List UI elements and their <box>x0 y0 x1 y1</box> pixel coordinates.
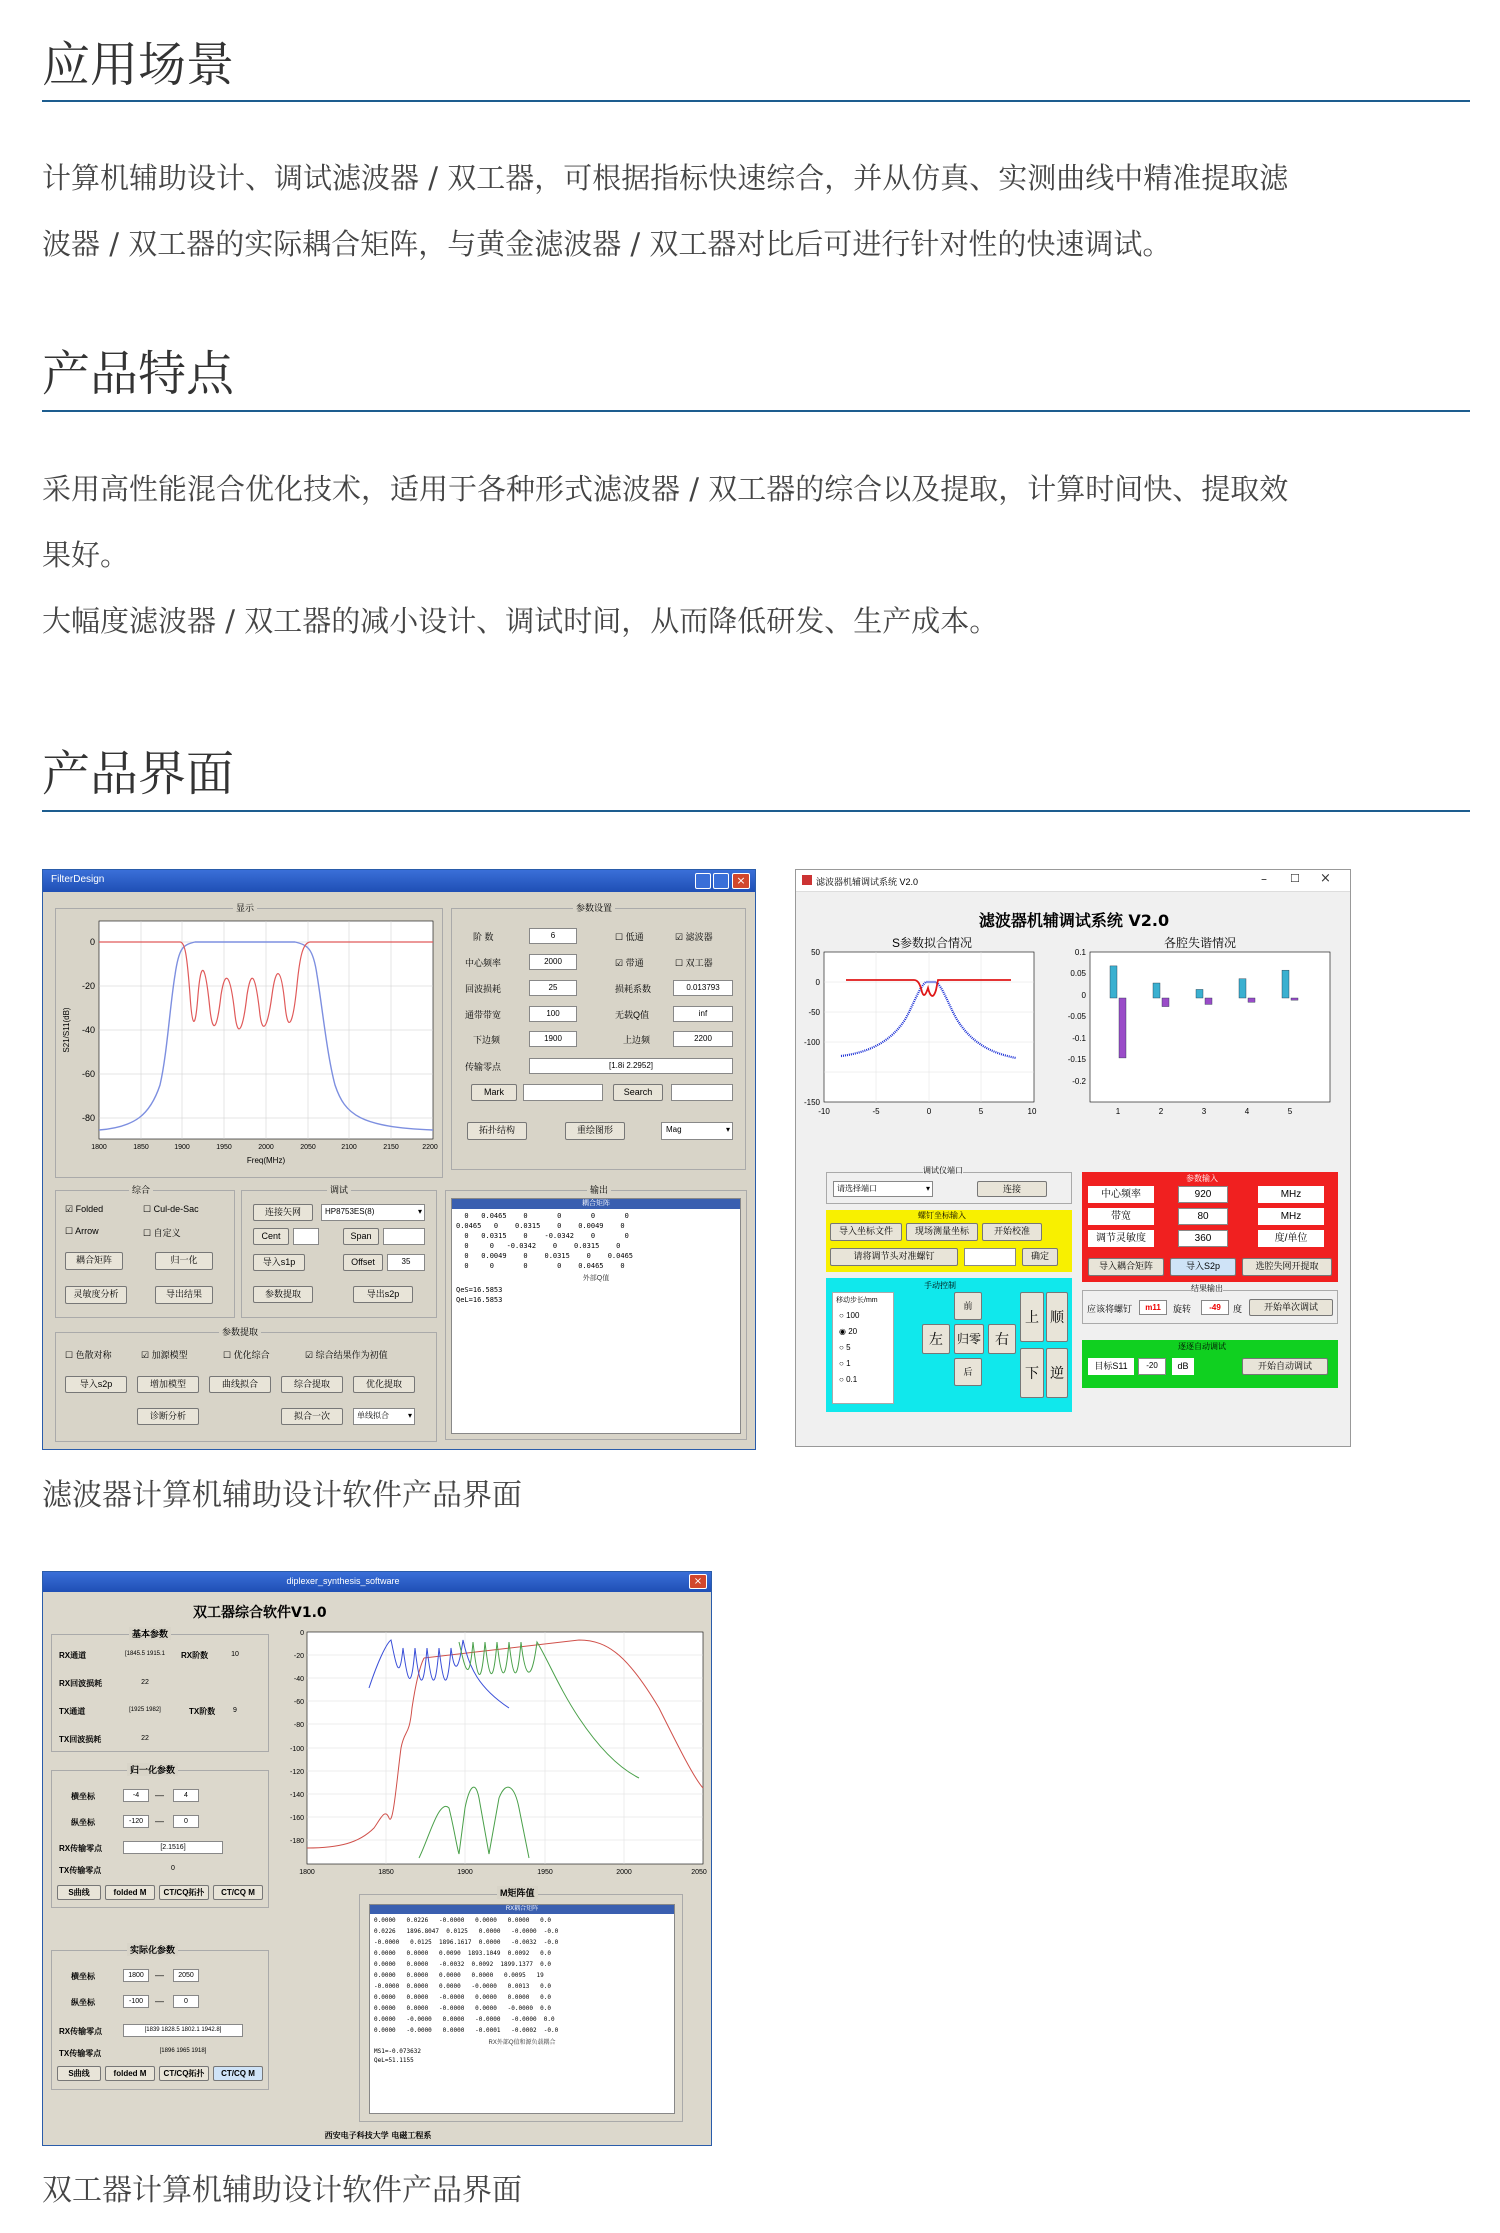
move-right-button[interactable]: 右 <box>988 1324 1016 1354</box>
cent-button[interactable]: Cent <box>253 1228 289 1245</box>
detune-bar <box>1205 998 1212 1004</box>
scenario-paragraph <box>42 145 1472 277</box>
window-titlebar <box>43 870 756 892</box>
y-tick: -80 <box>293 1722 304 1729</box>
result-screw-field: m11 <box>1139 1300 1167 1315</box>
chevron-down-icon: ▾ <box>925 1184 930 1193</box>
center-freq-field[interactable]: 920 <box>1178 1186 1228 1203</box>
rx-zero-real-field[interactable]: [1839 1828.5 1802.1 1942.8] <box>123 2024 243 2037</box>
norm-h-min[interactable]: -4 <box>123 1789 149 1802</box>
s-param-fit-plot <box>796 948 1046 1128</box>
sensitivity-field[interactable]: 360 <box>1178 1230 1228 1247</box>
y-tick: -0.15 <box>1067 1055 1086 1064</box>
real-h-min[interactable]: 1800 <box>123 1969 149 1982</box>
filterdesign-screenshot <box>42 869 756 1450</box>
search-button[interactable]: Search <box>613 1084 663 1101</box>
x-tick: 2150 <box>383 1144 399 1151</box>
replot-button[interactable]: 重绘图形 <box>565 1122 625 1140</box>
motion-panel-title: 手动控制 <box>924 1281 956 1290</box>
x-tick: 1950 <box>537 1869 553 1876</box>
maximize-button[interactable] <box>713 873 729 889</box>
param-label: 中心频率 <box>465 958 502 968</box>
diplexer-screenshot <box>42 1571 712 2146</box>
move-down-button[interactable]: 下 <box>1020 1348 1044 1398</box>
extract-panel-title: 参数提取 <box>219 1325 261 1338</box>
add-model-button[interactable]: 增加模型 <box>137 1376 199 1393</box>
y-tick: -150 <box>803 1098 820 1107</box>
caption-filter: 滤波器计算机辅助设计软件产品界面 <box>42 1478 522 1513</box>
opt-extract-button[interactable]: 优化提取 <box>353 1376 415 1393</box>
x-tick: 2 <box>1158 1107 1164 1116</box>
import-coord-button[interactable]: 导入坐标文件 <box>830 1223 902 1241</box>
step-radio-1[interactable]: ○ 1 <box>839 1359 851 1368</box>
x-tick: 3 <box>1201 1107 1207 1116</box>
auto-target-field[interactable]: -20 <box>1138 1358 1166 1375</box>
cavity-detune-plot <box>1058 948 1348 1128</box>
fit-mode-select[interactable]: 单线拟合 ▾ <box>353 1408 415 1425</box>
step-group <box>832 1292 894 1404</box>
check-arrow[interactable]: ☐ Arrow <box>65 1226 99 1236</box>
step-radio-5[interactable]: ○ 5 <box>839 1343 851 1352</box>
detune-bar <box>1196 989 1203 998</box>
folded-m-button[interactable]: folded M <box>105 1885 155 1900</box>
rx-zero-label: RX传输零点 <box>59 1844 103 1853</box>
start-calib-button[interactable]: 开始校准 <box>982 1223 1042 1241</box>
close-button[interactable]: × <box>1320 871 1331 886</box>
auto-debug-title: 逐逐自动调试 <box>1178 1342 1226 1351</box>
real-v-min[interactable]: -100 <box>123 1995 149 2008</box>
param-input-title: 参数输入 <box>1186 1174 1218 1183</box>
y-tick: -80 <box>81 1113 95 1123</box>
output-list[interactable] <box>451 1198 741 1434</box>
x-tick: 1850 <box>133 1144 149 1151</box>
dash: — <box>155 1790 164 1800</box>
unloaded-q-field[interactable]: inf <box>673 1006 733 1022</box>
basic-label: RX回波损耗 <box>59 1679 103 1688</box>
minimize-button[interactable] <box>695 873 711 889</box>
auto-unit: dB <box>1172 1358 1194 1375</box>
section-title-scenario: 应用场景 <box>42 37 235 93</box>
export-s2p-button[interactable]: 导出s2p <box>353 1286 413 1303</box>
section-divider <box>42 100 1470 102</box>
confirm-button[interactable]: 确定 <box>1022 1248 1058 1266</box>
real-params-title: 实际化参数 <box>127 1943 178 1956</box>
output-q: QeS=16.5853 QeL=16.5853 <box>456 1286 503 1304</box>
home-button[interactable]: 归零 <box>954 1324 984 1354</box>
span-button[interactable]: Span <box>343 1228 379 1245</box>
dash: — <box>155 1970 164 1980</box>
x-tick: 5 <box>1287 1107 1293 1116</box>
port-select[interactable]: 请选择端口 ▾ <box>833 1181 933 1197</box>
x-tick: 2050 <box>300 1144 316 1151</box>
step-radio-20[interactable]: ◉ 20 <box>839 1327 858 1336</box>
y-tick: 0 <box>89 937 95 947</box>
bandwidth-field[interactable]: 80 <box>1178 1208 1228 1225</box>
x-tick: 1 <box>1115 1107 1121 1116</box>
rx-order-field[interactable]: 10 <box>215 1648 255 1662</box>
param-label: 回波损耗 <box>465 984 502 994</box>
y-tick: -40 <box>81 1025 95 1035</box>
section-title-features: 产品特点 <box>42 346 235 402</box>
synth-panel-title: 综合 <box>129 1183 153 1196</box>
step-radio-100[interactable]: ○ 100 <box>839 1311 860 1320</box>
plot2-title: 各腔失谐情况 <box>1164 936 1237 950</box>
offset-field[interactable]: 35 <box>387 1254 425 1271</box>
close-button[interactable]: × <box>689 1574 707 1589</box>
tx-zero-real-field[interactable]: [1896 1965 1918] <box>123 2046 243 2059</box>
x-tick: 2100 <box>341 1144 357 1151</box>
matrix-header: RX耦合矩阵 <box>370 1905 674 1914</box>
connect-vna-button[interactable]: 连接矢网 <box>253 1204 313 1221</box>
x-tick: 2050 <box>691 1869 707 1876</box>
info-label: 调节灵敏度 <box>1088 1230 1154 1247</box>
y-tick: 0 <box>815 978 820 987</box>
tx-channel-field[interactable]: [1925 1982] <box>113 1704 177 1718</box>
param-label: 上边频 <box>623 1035 651 1045</box>
detune-bar <box>1239 979 1246 998</box>
x-tick: 1950 <box>216 1144 232 1151</box>
param-center-freq-field[interactable]: 2000 <box>529 954 577 970</box>
param-extract-button[interactable]: 参数提取 <box>253 1286 313 1303</box>
output-matrix: 0 0.0465 0 0 0 0 0.0465 0 0.0315 0 0.0049 0 0 0.0315 0 -0.0342 0 0 0 0 -0.0342 0 0.0315 0 0 0.0049 0 0.0315 0 0.0465 0 0 0 0 0.0465 0 <box>456 1212 634 1270</box>
output-panel-title: 输出 <box>587 1183 611 1196</box>
basic-params-title: 基本参数 <box>129 1627 171 1640</box>
move-up-button[interactable]: 上 <box>1020 1292 1044 1342</box>
x-tick: 1800 <box>91 1144 107 1151</box>
dash: — <box>155 1996 164 2006</box>
fit-once-button[interactable]: 拟合一次 <box>281 1408 343 1425</box>
result-panel <box>1082 1284 1338 1324</box>
info-label: 中心频率 <box>1088 1186 1154 1203</box>
port-panel <box>826 1166 1072 1204</box>
coord-panel-title: 螺钉坐标输入 <box>918 1211 966 1220</box>
detune-bar <box>1248 998 1255 1002</box>
caption-diplexer: 双工器计算机辅助设计软件产品界面 <box>42 2173 522 2208</box>
diagnose-button[interactable]: 诊断分析 <box>137 1408 199 1425</box>
norm-params-title: 归一化参数 <box>127 1763 178 1776</box>
y-tick: -60 <box>293 1699 304 1706</box>
param-input-panel <box>1082 1172 1338 1282</box>
result-text: 应该将螺钉 <box>1087 1304 1133 1314</box>
tx-return-loss-field[interactable]: 22 <box>113 1732 177 1746</box>
window-title: 滤波器机辅调试系统 V2.0 <box>816 877 919 887</box>
scenario-line-2: 波器 / 双工器的实际耦合矩阵，与黄金滤波器 / 双工器对比后可进行针对性的快速调试。 <box>42 227 1172 261</box>
x-tick: 1900 <box>174 1144 190 1151</box>
close-button[interactable]: × <box>732 873 750 889</box>
tx-order-field[interactable]: 9 <box>215 1704 255 1718</box>
scenario-line-1: 计算机辅助设计、调试滤波器 / 双工器，可根据指标快速综合，并从仿真、实测曲线中精准提取滤 <box>42 161 1289 195</box>
rx-zero-label: RX传输零点 <box>59 2027 103 2036</box>
app-icon <box>802 875 812 885</box>
ctcq-m-button[interactable]: CT/CQ M <box>213 2066 263 2081</box>
x-axis-label: Freq(MHz) <box>246 1156 286 1165</box>
mark-field[interactable] <box>523 1084 603 1101</box>
y-tick: 0 <box>300 1630 304 1637</box>
x-tick: 1850 <box>378 1869 394 1876</box>
align-hint-button[interactable]: 请将调节头对准螺钉 <box>830 1248 958 1266</box>
norm-v-max[interactable]: 0 <box>173 1815 199 1828</box>
filter-response-plot <box>55 915 443 1170</box>
chevron-down-icon: ▾ <box>407 1411 412 1420</box>
info-unit: MHz <box>1258 1208 1324 1225</box>
coord-panel <box>826 1210 1072 1272</box>
topology-button[interactable]: 拓扑结构 <box>467 1122 527 1140</box>
import-s1p-button[interactable]: 导入s1p <box>253 1254 305 1271</box>
detune-bar <box>1282 970 1289 998</box>
y-tick: -0.2 <box>1072 1077 1086 1086</box>
check-folded[interactable]: ☑ Folded <box>65 1204 104 1214</box>
minimize-button[interactable]: – <box>1261 872 1267 886</box>
synth-extract-button[interactable]: 综合提取 <box>281 1376 343 1393</box>
param-order-field[interactable]: 6 <box>529 928 577 944</box>
rx-zero-field[interactable]: [2.1516] <box>123 1841 223 1854</box>
x-tick: 5 <box>978 1107 984 1116</box>
plot1-title: S参数拟合情况 <box>892 936 973 950</box>
rotate-cw-button[interactable]: 顺 <box>1046 1292 1068 1342</box>
section-divider <box>42 810 1470 812</box>
import-matrix-button[interactable]: 导入耦合矩阵 <box>1088 1258 1164 1276</box>
info-label: 带宽 <box>1088 1208 1154 1225</box>
y-tick: -180 <box>289 1838 304 1845</box>
norm-h-max[interactable]: 4 <box>173 1789 199 1802</box>
features-line-2: 果好。 <box>42 538 130 572</box>
ctcq-topo-button[interactable]: CT/CQ拓扑 <box>159 1885 209 1900</box>
detune-bar <box>1110 966 1117 998</box>
zeros-label: 传输零点 <box>465 1062 502 1072</box>
params-panel-title: 参数设置 <box>573 901 615 914</box>
norm-v-min[interactable]: -120 <box>123 1815 149 1828</box>
x-tick: 1900 <box>457 1869 473 1876</box>
y-tick: -50 <box>808 1008 820 1017</box>
param-lower-freq-field[interactable]: 1900 <box>529 1031 577 1047</box>
ctcq-m-button[interactable]: CT/CQ M <box>213 1885 263 1900</box>
y-tick: -120 <box>289 1769 304 1776</box>
matrix-panel-title: M矩阵值 <box>497 1886 538 1899</box>
detune-bar <box>1162 998 1169 1007</box>
y-tick: -100 <box>803 1038 820 1047</box>
check-lowpass[interactable]: ☐ 低通 <box>615 932 644 942</box>
x-tick: 4 <box>1244 1107 1250 1116</box>
real-v-max[interactable]: 0 <box>173 1995 199 2008</box>
y-tick: 0 <box>1081 991 1086 1000</box>
result-unit: 度 <box>1233 1304 1243 1314</box>
window-title: FilterDesign <box>51 874 105 885</box>
features-line-1: 采用高性能混合优化技术，适用于各种形式滤波器 / 双工器的综合以及提取，计算时间快、提取效 <box>42 472 1289 506</box>
sensitivity-button[interactable]: 灵敏度分析 <box>65 1286 127 1304</box>
main-title: 双工器综合软件V1.0 <box>193 1605 327 1621</box>
curve-fit-button[interactable]: 曲线拟合 <box>209 1376 271 1393</box>
check-diplexer[interactable]: ☐ 双工器 <box>675 958 713 968</box>
tx-zero-label: TX传输零点 <box>59 2049 102 2058</box>
basic-label: RX通道 <box>59 1651 87 1660</box>
step-title: 移动步长/mm <box>836 1297 878 1304</box>
check-synth-as-init[interactable]: ☑ 综合结果作为初值 <box>305 1350 388 1360</box>
check-bandpass[interactable]: ☑ 带通 <box>615 958 644 968</box>
tx-zero-label: TX传输零点 <box>59 1866 102 1875</box>
x-tick: 2000 <box>616 1869 632 1876</box>
vna-select[interactable]: HP8753ES(8) ▾ <box>321 1204 425 1221</box>
x-tick: -10 <box>818 1107 830 1116</box>
step-radio-0.1[interactable]: ○ 0.1 <box>839 1375 858 1384</box>
normalize-button[interactable]: 归一化 <box>155 1252 213 1270</box>
import-s2p-button[interactable]: 导入s2p <box>65 1376 127 1393</box>
debug-panel-title: 调试 <box>327 1183 351 1196</box>
loss-factor-field[interactable]: 0.013793 <box>673 980 733 996</box>
auto-debug-panel <box>1082 1340 1338 1388</box>
param-return-loss-field[interactable]: 25 <box>529 980 577 996</box>
chevron-down-icon: ▾ <box>725 1125 730 1134</box>
param-label: 阶 数 <box>473 932 494 942</box>
check-cul-de-sac[interactable]: ☐ Cul-de-Sac <box>143 1204 199 1214</box>
detune-bar <box>1291 998 1298 1000</box>
folded-m-button[interactable]: folded M <box>105 2066 155 2081</box>
s-curve-button[interactable]: S曲线 <box>57 2066 101 2081</box>
basic-label: TX回波损耗 <box>59 1735 102 1744</box>
result-degree-field: -49 <box>1201 1300 1229 1315</box>
move-back-button[interactable]: 后 <box>954 1358 982 1386</box>
mag-select[interactable]: Mag ▾ <box>661 1122 733 1140</box>
window-titlebar <box>796 870 1351 892</box>
y-tick: -40 <box>293 1676 304 1683</box>
y-axis-label: S21/S11(dB) <box>62 1007 71 1053</box>
check-dispersion[interactable]: ☐ 色散对称 <box>65 1350 112 1360</box>
norm-v-label: 纵坐标 <box>71 1818 95 1827</box>
y-tick: -100 <box>289 1746 304 1753</box>
real-h-max[interactable]: 2050 <box>173 1969 199 1982</box>
mark-button[interactable]: Mark <box>471 1084 517 1101</box>
chevron-down-icon: ▾ <box>417 1207 422 1216</box>
upper-freq-field[interactable]: 2200 <box>673 1031 733 1047</box>
section-title-interface: 产品界面 <box>42 746 235 802</box>
y-tick: 0.1 <box>1074 948 1086 957</box>
port-panel-title: 调试仪端口 <box>923 1166 963 1175</box>
diplexer-response-plot <box>279 1628 709 1888</box>
y-tick: 0.05 <box>1070 969 1086 978</box>
basic-label: TX阶数 <box>189 1707 216 1716</box>
y-tick: -160 <box>289 1815 304 1822</box>
x-tick: 2200 <box>422 1144 438 1151</box>
tx-zero-field[interactable]: 0 <box>123 1863 223 1876</box>
span-field[interactable] <box>383 1228 425 1245</box>
auto-target-label: 目标S11 <box>1088 1358 1134 1375</box>
check-custom[interactable]: ☐ 自定义 <box>143 1228 181 1238</box>
move-front-button[interactable]: 前 <box>954 1292 982 1320</box>
matrix-list[interactable] <box>369 1904 675 2114</box>
connect-button[interactable]: 连接 <box>977 1181 1047 1197</box>
features-line-3: 大幅度滤波器 / 双工器的减小设计、调试时间，从而降低研发、生产成本。 <box>42 604 999 638</box>
offset-button[interactable]: Offset <box>343 1254 383 1271</box>
section-divider <box>42 410 1470 412</box>
y-tick: -60 <box>81 1069 95 1079</box>
x-tick: 2000 <box>258 1144 274 1151</box>
zeros-field[interactable]: [1.8i 2.2952] <box>529 1058 733 1074</box>
single-debug-button[interactable]: 开始单次调试 <box>1249 1299 1333 1316</box>
x-tick: 0 <box>926 1107 932 1116</box>
y-tick: -20 <box>293 1653 304 1660</box>
cent-field[interactable] <box>293 1228 319 1245</box>
output-sub: 外部Q值 <box>582 1275 610 1282</box>
x-tick: -5 <box>872 1107 880 1116</box>
info-unit: 度/单位 <box>1258 1230 1324 1247</box>
main-title: 滤波器机辅调试系统 V2.0 <box>978 911 1170 930</box>
features-paragraph <box>42 456 1472 654</box>
rotate-ccw-button[interactable]: 逆 <box>1046 1348 1068 1398</box>
x-tick: 1800 <box>299 1869 315 1876</box>
check-filter[interactable]: ☑ 滤波器 <box>675 932 713 942</box>
ctcq-topo-button[interactable]: CT/CQ拓扑 <box>159 2066 209 2081</box>
param-label: 损耗系数 <box>615 984 652 994</box>
dash: — <box>155 1816 164 1826</box>
param-label: 无载Q值 <box>615 1010 650 1020</box>
import-s2p-button[interactable]: 导入S2p <box>1170 1258 1236 1276</box>
check-optimize[interactable]: ☐ 优化综合 <box>223 1350 270 1360</box>
search-field[interactable] <box>671 1084 733 1101</box>
check-source-model[interactable]: ☑ 加源模型 <box>141 1350 188 1360</box>
basic-label: TX通道 <box>59 1707 86 1716</box>
s-curve-button[interactable]: S曲线 <box>57 1885 101 1900</box>
window-title: diplexer_synthesis_software <box>286 1576 400 1586</box>
motion-panel <box>826 1278 1072 1412</box>
coupling-matrix-button[interactable]: 耦合矩阵 <box>65 1252 123 1270</box>
maximize-button[interactable]: ☐ <box>1290 872 1300 885</box>
move-left-button[interactable]: 左 <box>922 1324 950 1354</box>
window-titlebar <box>43 1572 712 1592</box>
norm-h-label: 横坐标 <box>71 1792 95 1801</box>
y-tick: -0.05 <box>1067 1012 1086 1021</box>
real-h-label: 横坐标 <box>71 1972 95 1981</box>
tuning-system-screenshot <box>795 869 1351 1447</box>
result-rot-label: 旋转 <box>1173 1304 1192 1314</box>
y-tick: -0.1 <box>1072 1034 1086 1043</box>
info-unit: MHz <box>1258 1186 1324 1203</box>
basic-label: RX阶数 <box>181 1651 209 1660</box>
display-panel-title: 显示 <box>233 901 257 914</box>
extract-button[interactable]: 选腔失网开提取 <box>1242 1258 1332 1276</box>
param-bandwidth-field[interactable]: 100 <box>529 1006 577 1022</box>
result-panel-title: 结果输出 <box>1191 1284 1223 1293</box>
matrix-q: MS1=-0.073632 QeL=51.1155 <box>374 2048 421 2064</box>
y-tick: -140 <box>289 1792 304 1799</box>
y-tick: 50 <box>811 948 820 957</box>
footer-text: 西安电子科技大学 电磁工程系 <box>324 2131 432 2140</box>
param-label: 通带带宽 <box>465 1010 502 1020</box>
param-label: 下边频 <box>473 1035 501 1045</box>
align-field[interactable] <box>964 1248 1016 1266</box>
rx-return-loss-field[interactable]: 22 <box>113 1676 177 1690</box>
y-tick: -20 <box>81 981 95 991</box>
auto-debug-button[interactable]: 开始自动调试 <box>1242 1358 1328 1375</box>
rx-channel-field[interactable]: [1845.5 1915.1 <box>113 1648 177 1662</box>
detune-bar <box>1153 983 1160 998</box>
field-coord-button[interactable]: 现场测量坐标 <box>906 1223 978 1241</box>
export-result-button[interactable]: 导出结果 <box>155 1286 213 1304</box>
matrix-values: 0.0000 0.0226 -0.0000 0.0000 0.0000 0.0 0.0226 1896.8047 0.0125 0.0000 -0.0000 -0.0 -0.0000 0.0125 1896.1617 0.0000 -0.0032 -0.0 0.0000 0.0000 0.0090 1893.1049 0.0092 0.0 0.0000 0.0000 -0.0032 0.0092 1899.1377 0.0 0.0000 0.0000 0.0000 0.0000 0.0095 19 -0.0000 0.0000 0.0000 -0.0000 0.0013 0.0 0.0000 0.0000 -0.0000 0.0000 0.0000 0.0 0.0000 0.0000 -0.0000 0.0000 -0.0000 0.0 0.0000 -0.0000 0.0000 -0.0000 -0.0000 0.0 0.0000 -0.0000 0.0000 -0.0001 -0.0002 -0.0 <box>374 1917 559 2034</box>
x-tick: 10 <box>1027 1107 1037 1116</box>
real-v-label: 纵坐标 <box>71 1998 95 2007</box>
matrix-sub: RX外部Q值和源负载耦合 <box>488 2040 556 2046</box>
detune-bar <box>1119 998 1126 1058</box>
output-header: 耦合矩阵 <box>452 1199 740 1209</box>
